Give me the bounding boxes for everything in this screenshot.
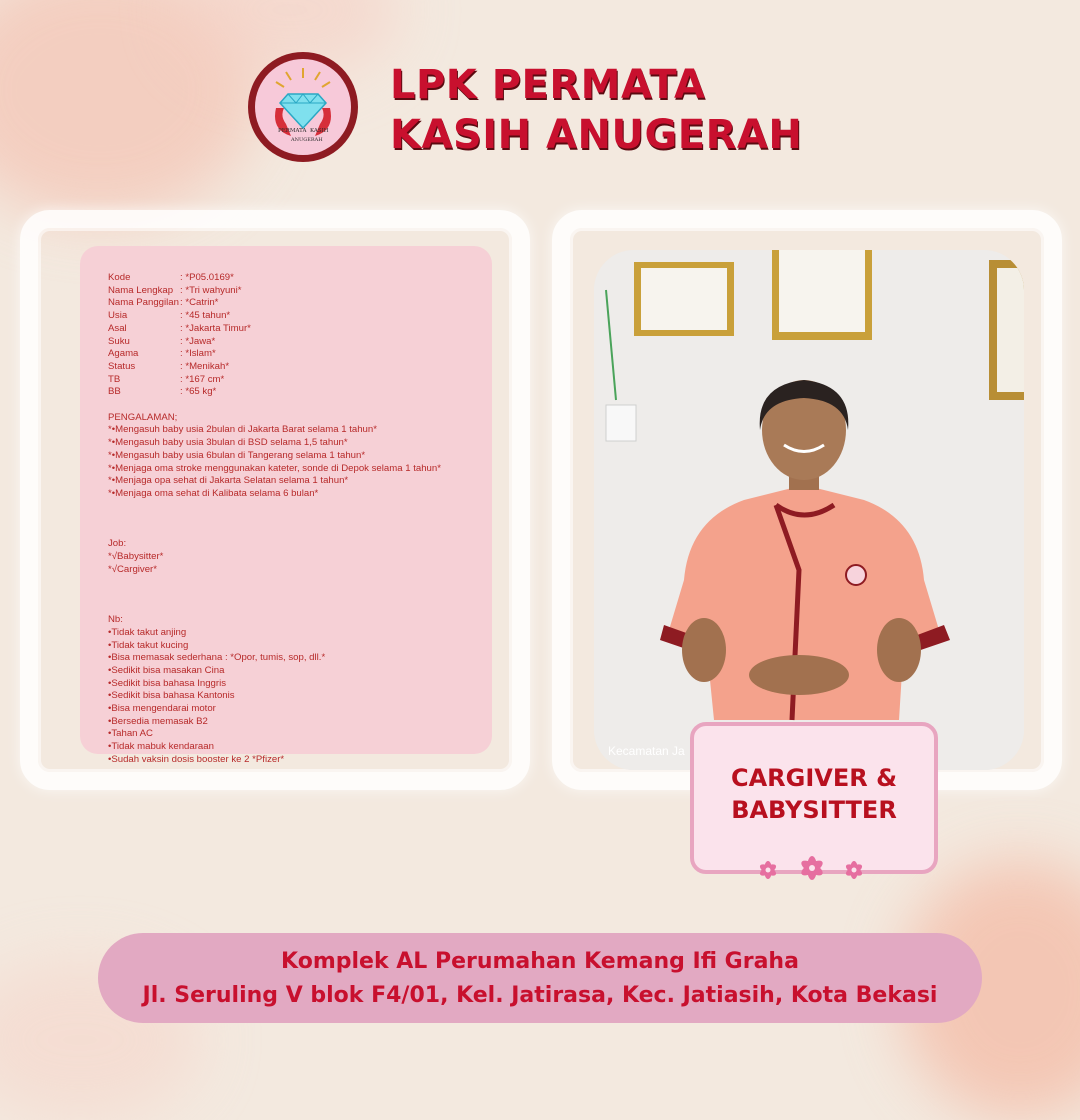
experience-item: *•Mengasuh baby usia 6bulan di Tangerang selama 1 tahun*	[108, 449, 366, 461]
profile-field-key: Nama Panggilan	[108, 297, 179, 309]
spacer	[108, 576, 488, 601]
address-line1: Komplek AL Perumahan Kemang Ifi Graha	[281, 949, 799, 974]
note-item: •Bersedia memasak B2	[108, 715, 208, 727]
role-caption-box	[690, 722, 938, 874]
profile-panel	[80, 246, 492, 765]
profile-field-row	[108, 272, 488, 285]
note-item: •Bisa memasak sederhana : *Opor, tumis, sop, dll.*	[108, 652, 326, 664]
job-item: *√Cargiver*	[108, 563, 157, 575]
profile-field-key: Asal	[108, 322, 127, 334]
note-item: •Tahan AC	[108, 728, 153, 740]
profile-field-key: Kode	[108, 272, 131, 283]
profile-field-value: : *45 tahun*	[180, 310, 231, 322]
svg-text:KASIH: KASIH	[310, 128, 329, 134]
address-bar	[98, 933, 982, 1023]
profile-field-key: Usia	[108, 310, 128, 322]
page-title-line2: KASIH ANUGERAH	[390, 112, 803, 158]
role-caption-line2: BABYSITTER	[731, 796, 897, 824]
profile-field-key: Nama Lengkap	[108, 284, 174, 296]
experience-item: *•Mengasuh baby usia 3bulan di BSD selama 1,5 tahun*	[108, 437, 348, 449]
profile-field-row	[108, 361, 488, 374]
profile-field-value: : *167 cm*	[180, 373, 225, 385]
job-item: *√Babysitter*	[108, 551, 164, 563]
profile-field-value: : *65 kg*	[180, 386, 217, 398]
profile-field-key: Agama	[108, 348, 139, 360]
note-item: •Tidak takut anjing	[108, 626, 187, 638]
notes-heading: Nb:	[108, 614, 123, 626]
experience-heading: PENGALAMAN;	[108, 411, 178, 423]
profile-field-row	[108, 348, 488, 361]
svg-text:Kecamatan Ja: Kecamatan Ja	[608, 744, 685, 758]
note-item: •Bisa mengendarai motor	[108, 703, 216, 715]
profile-field-key: Suku	[108, 335, 130, 347]
note-item: •Tidak takut kucing	[108, 639, 189, 651]
profile-field-row	[108, 374, 488, 387]
profile-frame	[20, 210, 530, 790]
note-item: •Sedikit bisa bahasa Kantonis	[108, 690, 235, 702]
profile-text	[108, 272, 488, 767]
spacer	[108, 601, 488, 614]
flower-decoration-icon	[752, 852, 872, 884]
profile-field-row	[108, 297, 488, 310]
profile-field-value: : *Menikah*	[180, 360, 230, 372]
experience-item: *•Mengasuh baby usia 2bulan di Jakarta Barat selama 1 tahun*	[108, 424, 377, 436]
svg-text:PERMATA: PERMATA	[278, 128, 307, 134]
profile-field-row	[108, 323, 488, 336]
spacer	[108, 501, 488, 526]
profile-field-key: TB	[108, 373, 121, 385]
job-heading: Job:	[108, 538, 127, 550]
experience-item: *•Menjaga oma sehat di Kalibata selama 6 bulan*	[108, 487, 319, 499]
page-title-line1: LPK PERMATA	[390, 62, 706, 108]
profile-field-value: : *P05.0169*	[180, 272, 234, 283]
profile-field-row	[108, 285, 488, 298]
profile-field-row	[108, 336, 488, 349]
photo-frame	[552, 210, 1062, 790]
spacer	[108, 399, 488, 412]
svg-text:ANUGERAH: ANUGERAH	[291, 137, 323, 143]
profile-field-value: : *Jakarta Timur*	[180, 322, 251, 334]
address-line2: Jl. Seruling V blok F4/01, Kel. Jatirasa, Kec. Jatiasih, Kota Bekasi	[142, 983, 938, 1008]
profile-field-value: : *Jawa*	[180, 335, 216, 347]
experience-item: *•Menjaga oma stroke menggunakan kateter, sonde di Depok selama 1 tahun*	[108, 462, 441, 474]
profile-field-value: : *Catrin*	[180, 297, 219, 309]
note-item: •Sudah vaksin dosis booster ke 2 *Pfizer*	[108, 753, 285, 765]
profile-field-key: Status	[108, 360, 136, 372]
note-item: •Tidak mabuk kendaraan	[108, 741, 214, 753]
profile-field-row	[108, 310, 488, 323]
profile-field-value: : *Islam*	[180, 348, 216, 360]
note-item: •Sedikit bisa masakan Cina	[108, 664, 225, 676]
spacer	[108, 526, 488, 539]
experience-item: *•Menjaga opa sehat di Jakarta Selatan selama 1 tahun*	[108, 475, 349, 487]
note-item: •Sedikit bisa bahasa Inggris	[108, 677, 227, 689]
profile-field-row	[108, 386, 488, 399]
role-caption-line1: CARGIVER &	[730, 764, 898, 792]
profile-field-key: BB	[108, 386, 121, 398]
candidate-photo	[594, 250, 1024, 770]
profile-field-value: : *Tri wahyuni*	[180, 284, 242, 296]
company-logo	[246, 50, 360, 164]
